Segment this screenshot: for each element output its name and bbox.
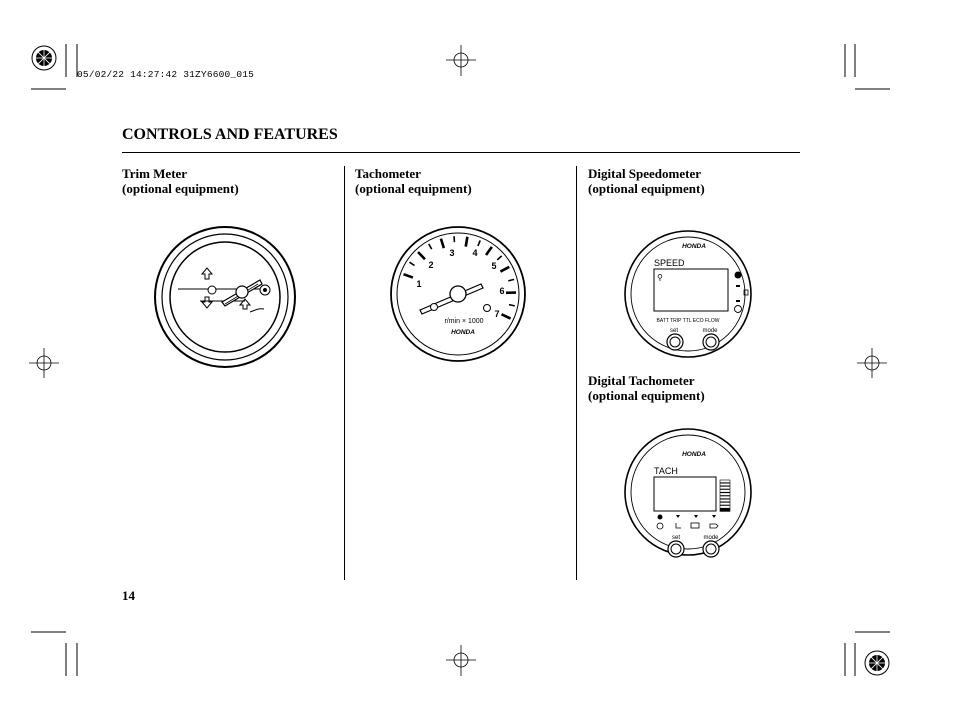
speed-set-label: set	[669, 328, 679, 334]
tach-tick	[466, 237, 468, 247]
column-divider-1	[344, 166, 345, 580]
speed-mode-indicators: BATT TRIP TTL ECO FLOW	[656, 318, 720, 324]
tach-brand: HONDA	[451, 329, 475, 336]
tach-number-3: 3	[449, 248, 455, 258]
trim-meter-title: Trim Meter	[122, 166, 188, 181]
speed-mode-button[interactable]	[703, 334, 719, 350]
tachometer-illustration	[388, 224, 528, 364]
digital-tachometer-subtitle: (optional equipment)	[588, 388, 705, 403]
tach-number-4: 4	[472, 248, 478, 258]
tach-number-5: 5	[491, 261, 497, 271]
trim-meter-heading	[122, 166, 239, 196]
digital-speedometer-subtitle: (optional equipment)	[588, 181, 705, 196]
digital-speedometer-heading	[588, 166, 705, 196]
tach-bar-segment	[720, 490, 730, 493]
digital-tach-set-button[interactable]	[668, 541, 684, 557]
tach-bar-segment	[720, 480, 730, 483]
digital-tach-mode-button[interactable]	[703, 541, 719, 557]
digital-speedometer-title: Digital Speedometer	[588, 166, 702, 181]
tach-unit-label: r/min × 1000	[444, 318, 484, 325]
speed-label: SPEED	[654, 258, 685, 268]
tach-bar-graph	[720, 480, 730, 511]
tach-bar-segment	[720, 486, 730, 489]
tach-number-6: 6	[499, 286, 505, 296]
digital-speedometer-illustration	[618, 228, 758, 364]
tach-number-7: 7	[494, 309, 500, 319]
tachometer-subtitle: (optional equipment)	[355, 181, 472, 196]
tach-label: TACH	[654, 466, 678, 476]
title-rule	[122, 152, 800, 153]
digital-tachometer-title: Digital Tachometer	[588, 373, 695, 388]
speed-mode-label: mode	[702, 328, 718, 334]
tach-bar-segment	[720, 496, 730, 499]
speed-display-icon: ⚲	[657, 273, 663, 282]
digital-tachometer-heading	[588, 373, 705, 403]
tachometer-heading	[355, 166, 472, 196]
tach-number-2: 2	[428, 260, 434, 270]
column-divider-2	[576, 166, 577, 580]
speedometer-brand: HONDA	[682, 243, 706, 250]
tachometer-title: Tachometer	[355, 166, 421, 181]
trim-meter-illustration	[150, 222, 300, 372]
digital-tach-set-label: set	[671, 535, 681, 541]
tach-number-1: 1	[416, 279, 422, 289]
tach-bar-segment	[720, 509, 730, 512]
tach-bar-segment	[720, 493, 730, 496]
page-number: 14	[122, 588, 135, 603]
section-title: CONTROLS AND FEATURES	[122, 126, 338, 143]
trim-meter-subtitle: (optional equipment)	[122, 181, 239, 196]
tach-bar-segment	[720, 499, 730, 502]
tach-bar-segment	[720, 506, 730, 509]
digital-tach-mode-label: mode	[703, 535, 719, 541]
tach-bar-segment	[720, 502, 730, 505]
digital-tachometer-illustration	[618, 424, 758, 562]
tach-bar-segment	[720, 483, 730, 486]
speed-set-button[interactable]	[667, 334, 683, 350]
digital-tach-brand: HONDA	[682, 451, 706, 458]
print-code: 05/02/22 14:27:42 31ZY6600_015	[77, 69, 255, 80]
